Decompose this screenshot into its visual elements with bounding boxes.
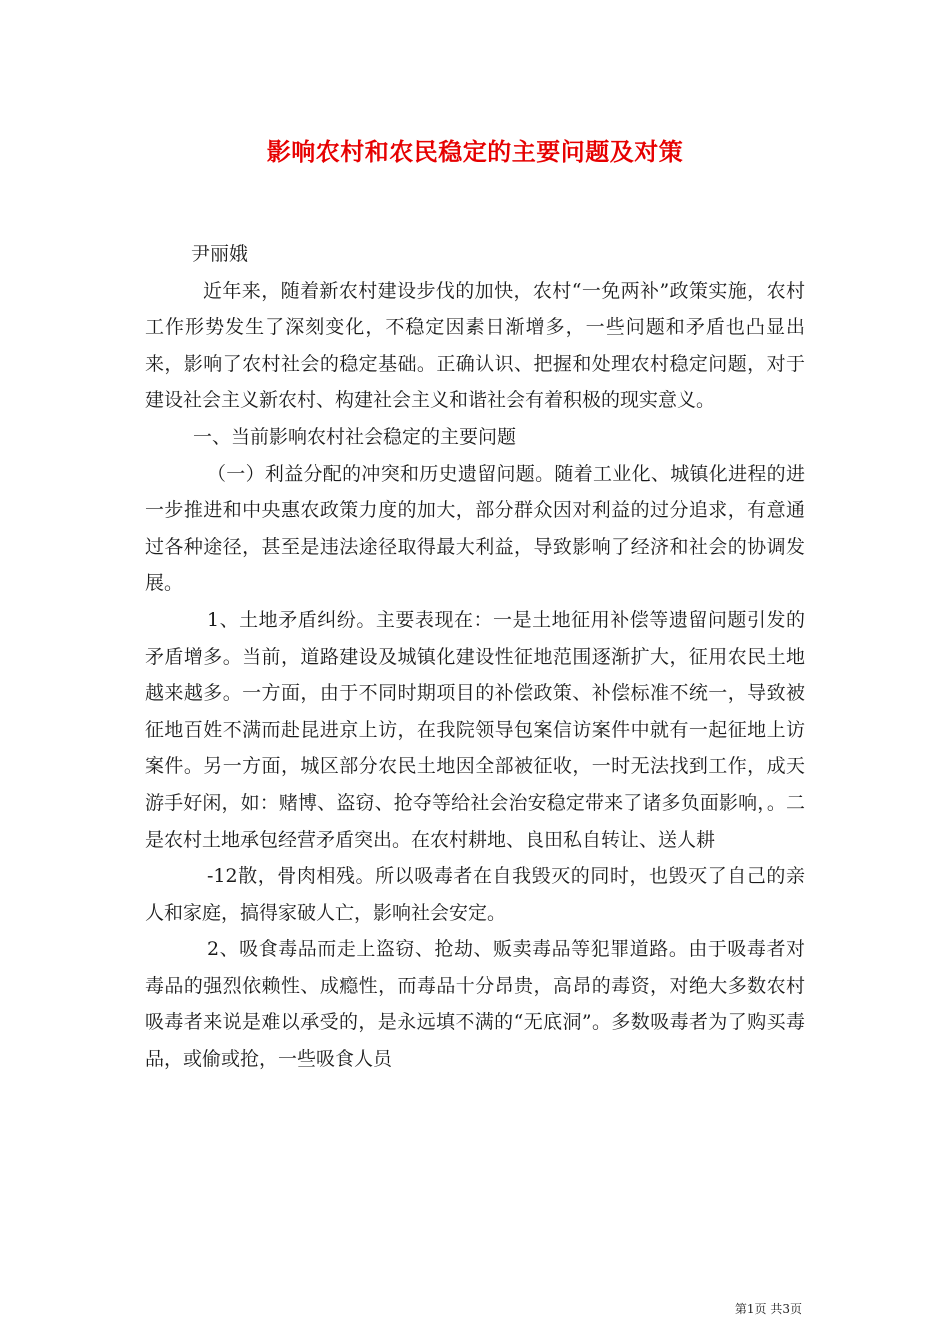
page-number-footer: 第1页 共3页 <box>734 1302 802 1316</box>
paragraph-drug-family: -12散，骨肉相残。所以吸毒者在自我毁灭的同时，也毁灭了自己的亲人和家庭，搞得家破人亡，影响社会安定。 <box>145 865 805 924</box>
author-name: 尹丽娥 <box>191 243 249 265</box>
document-title: 影响农村和农民稳定的主要问题及对策 <box>266 137 684 166</box>
paragraph-subsection-1: （一）利益分配的冲突和历史遗留问题。随着工业化、城镇化进程的进一步推进和中央惠农政策力度的加大，部分群众因对利益的过分追求，有意通过各种途径，甚至是违法途径取得最大利益，导致影响了经济和社会的协调发展。 <box>145 462 805 595</box>
paragraph-land-disputes: 1、土地矛盾纠纷。主要表现在：一是土地征用补偿等遗留问题引发的矛盾增多。当前，道路建设及城镇化建设性征地范围逐渐扩大，征用农民土地越来越多。一方面，由于不同时期项目的补偿政策、补偿标准不统一，导致被征地百姓不满而赴昆进京上访，在我院领导包案信访案件中就有一起征地上访案件。另一方面，城区部分农民土地因全部被征收，一时无法找到工作，成天游手好闲，如：赌博、盗窃、抢夺等给社会治安稳定带来了诸多负面影响，。二是农村土地承包经营矛盾突出。在农村耕地、良田私自转让、送人耕 <box>145 608 805 851</box>
section-heading-1: 一、当前影响农村社会稳定的主要问题 <box>193 425 517 448</box>
paragraph-intro: 近年来，随着新农村建设步伐的加快，农村“一免两补”政策实施，农村工作形势发生了深刻变化，不稳定因素日渐增多，一些问题和矛盾也凸显出来，影响了农村社会的稳定基础。正确认识、把握和处理农村稳定问题，对于建设社会主义新农村、构建社会主义和谐社会有着积极的现实意义。 <box>145 279 805 412</box>
document-body <box>145 236 805 1078</box>
paragraph-drug-crime: 2、吸食毒品而走上盗窃、抢劫、贩卖毒品等犯罪道路。由于吸毒者对毒品的强烈依赖性、成瘾性，而毒品十分昂贵，高昂的毒资，对绝大多数农村吸毒者来说是难以承受的，是永远填不满的“无底洞”。多数吸毒者为了购买毒品，或偷或抢，一些吸食人员 <box>145 938 805 1071</box>
